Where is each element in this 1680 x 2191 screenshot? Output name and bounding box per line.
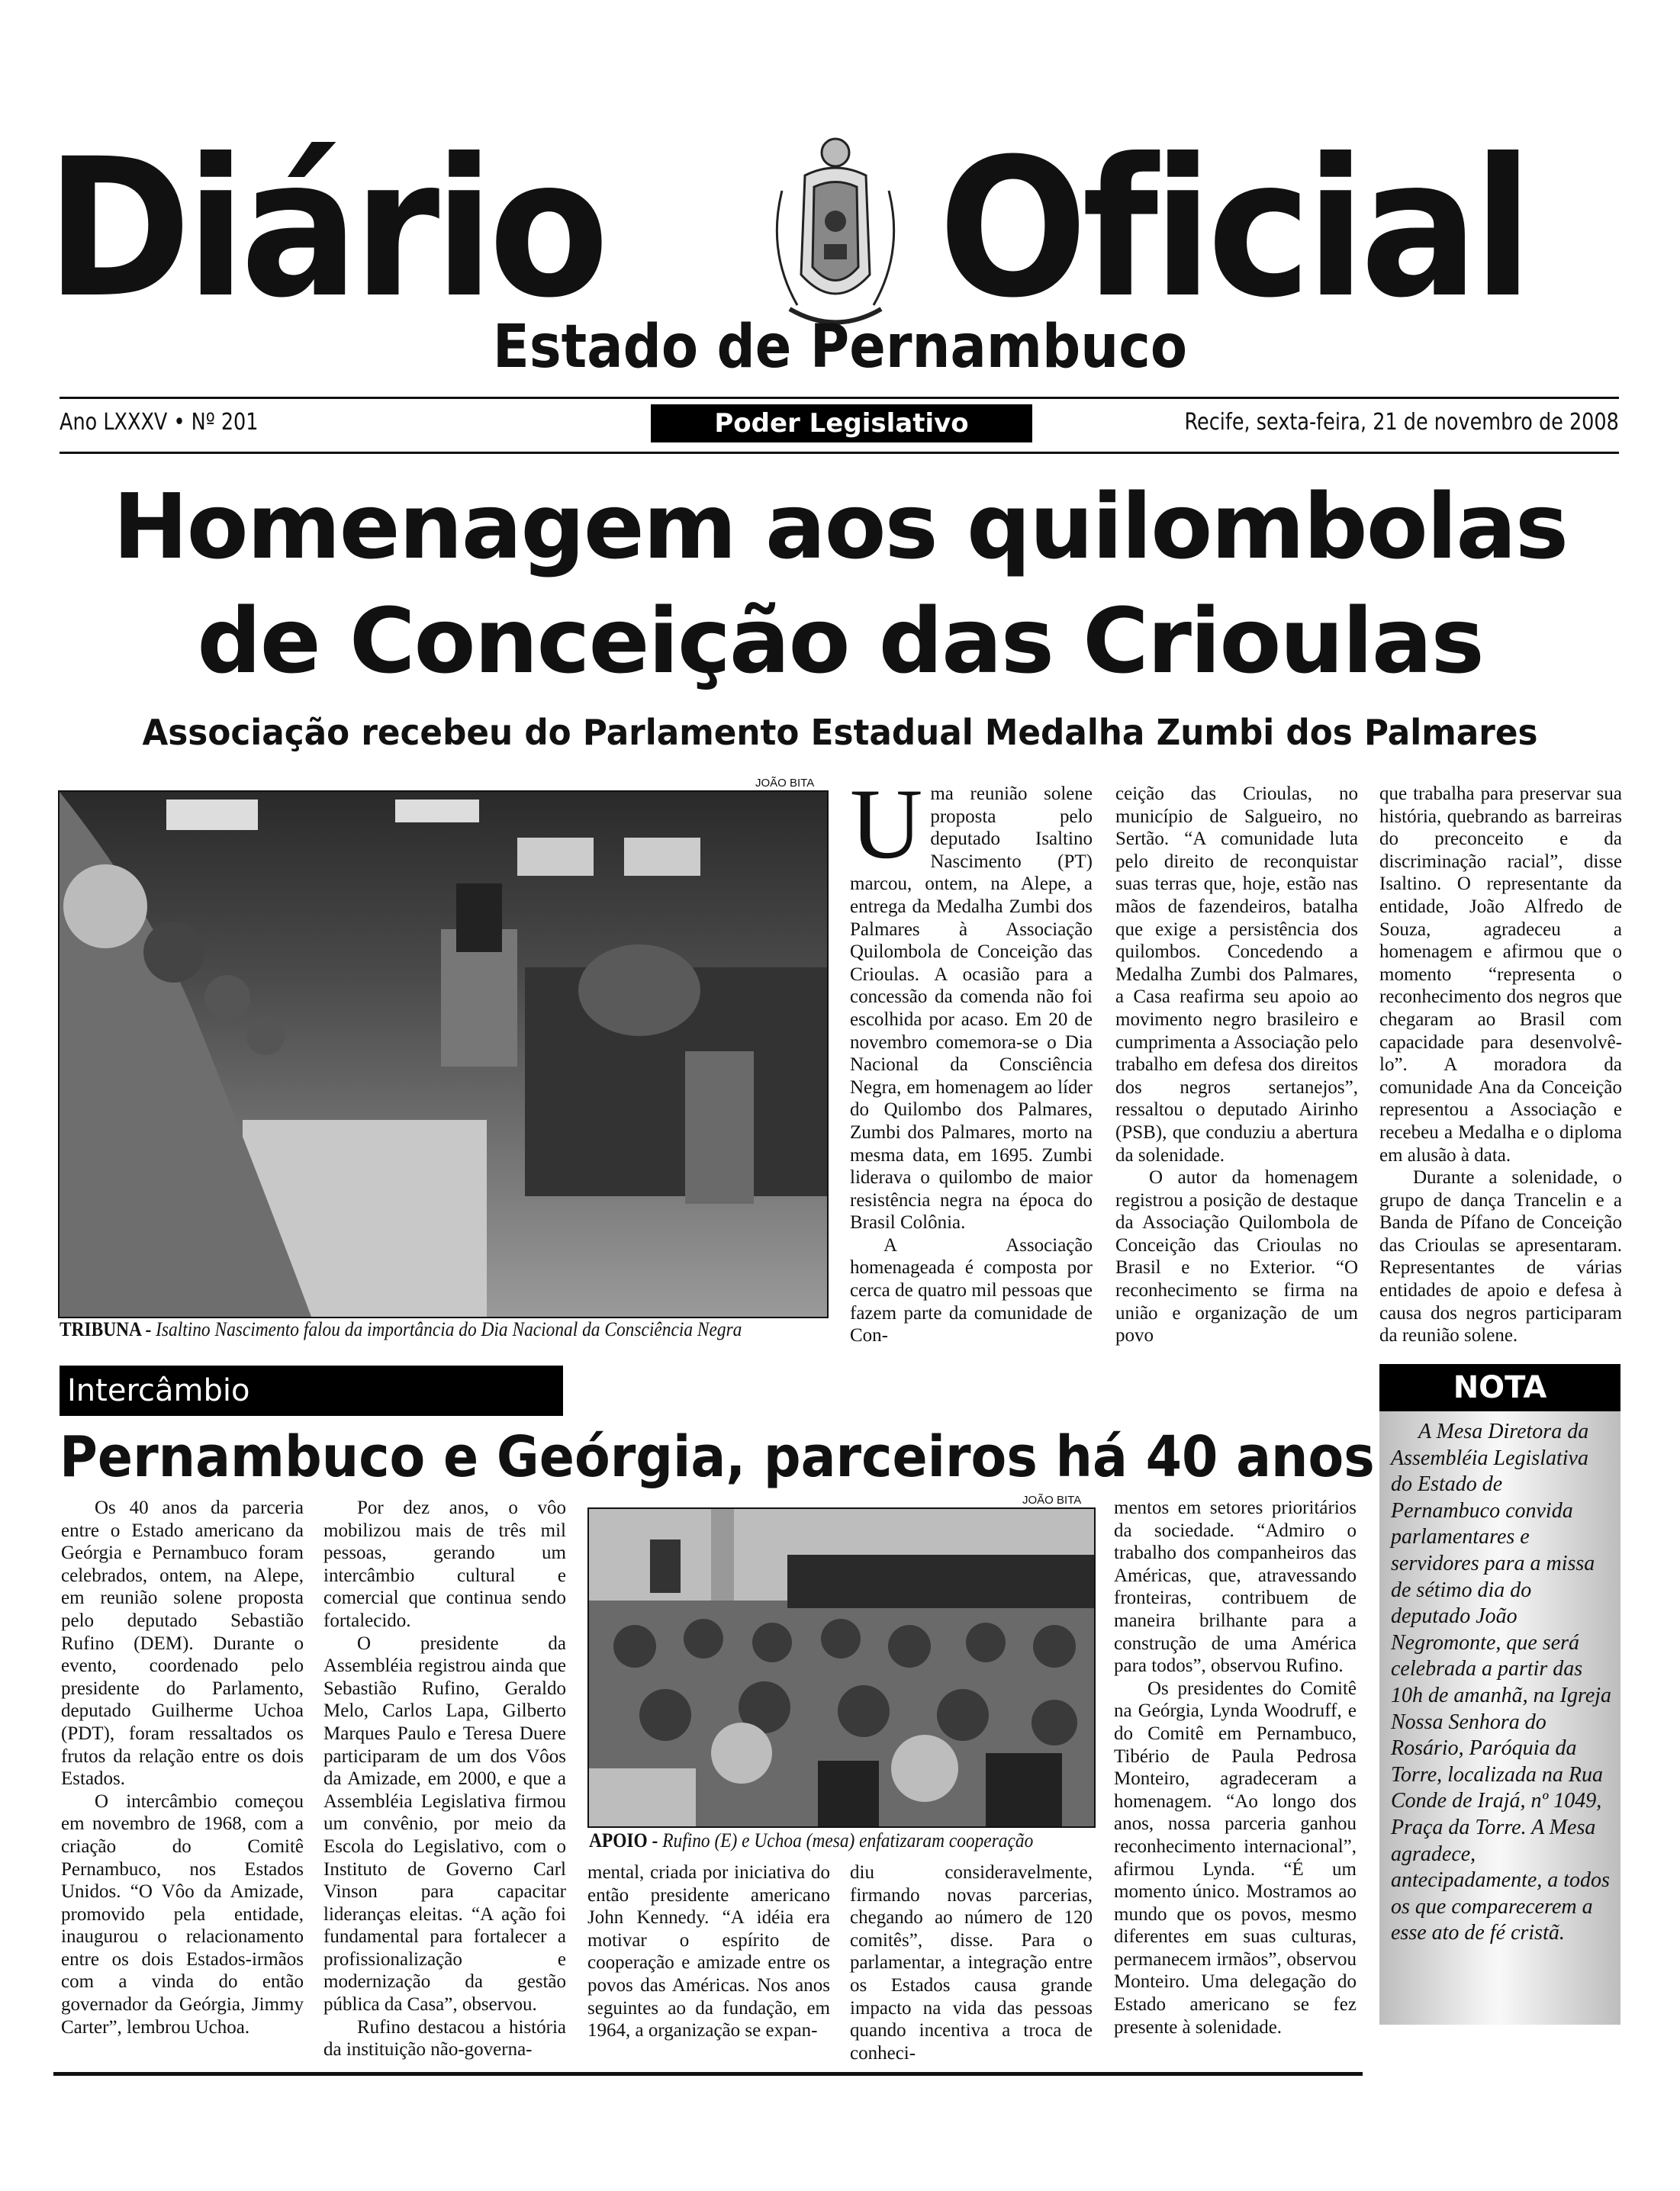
caption-label: APOIO -: [589, 1829, 663, 1852]
paragraph: ceição das Crioulas, no município de Salgueiro, no Sertão. “A comunidade luta pelo direito de reconquistar suas terras que, hoje, estão nas mãos de fazendeiros, batalha que exige a persistência dos quilombos. Concedendo a Medalha Zumbi dos Palmares, a Casa reafirma seu apoio ao movimento negro brasileiro e cumprimenta a Associação pelo trabalho em defesa dos direitos dos negros sertanejos”, ressaltou o deputado Airinho (PSB), que conduziu a abertura da solenidade.: [1115, 783, 1358, 1166]
section-tag: Intercâmbio: [60, 1366, 563, 1416]
paragraph: diu consideravelmente, firmando novas parcerias, chegando ao número de 120 comitês”, disse. Para o parlamentar, a integração entre os Estados causa grande impacto na vida das pessoas quando incentiva a troca de conheci-: [850, 1862, 1093, 2064]
masthead-infobar: [60, 404, 1619, 444]
masthead-rule-top: [60, 397, 1619, 399]
paragraph: mental, criada por iniciativa do então presidente americano John Kennedy. “A idéia era motivar o espírito de cooperação e amizade entre os povos das Américas. Nos anos seguintes ao da fundação, em 1964, a organização se expan-: [587, 1862, 830, 2041]
lead-column-2: [1115, 783, 1358, 1347]
paragraph: Os 40 anos da parceria entre o Estado americano da Geórgia e Pernambuco foram celebrados, ontem, na Alepe, em reunião solene proposta pelo deputado Sebastião Rufino (DEM). Durante o evento, coordenado pelo presidente do Parlamento, deputado Guilherme Uchoa (PDT), foram ressaltados os frutos da relação entre os dois Estados.: [61, 1498, 304, 1790]
lead-headline: [0, 469, 1680, 698]
nota-body: [1391, 1419, 1612, 1947]
paragraph: A Associação homenageada é composta por cerca de quatro mil pessoas que fazem parte da comunidade de Con-: [850, 1234, 1093, 1346]
lead-column-1: [850, 767, 1093, 1347]
paragraph: O presidente da Assembléia registrou ainda que Sebastião Rufino, Geraldo Melo, Carlos Lapa, Gilberto Marques Paulo e Teresa Duere participaram de um dos Vôos da Amizade, em 2000, e que a Assembléia Legislativa firmou um convênio, por meio da Escola do Legislativo, com o Instituto de Governo Carl Vinson para capacitar lideranças eleitas. “A ação foi fundamental para fortalecer a profissionalização e modernização da gestão pública da Casa”, observou.: [323, 1633, 566, 2016]
bottom-rule: [53, 2072, 1363, 2076]
paragraph: Rufino destacou a história da instituição não-governa-: [323, 2016, 566, 2061]
nota-text: A Mesa Diretora da Assembléia Legislativa do Estado de Pernambuco convida parlamentares e servidores para a missa de sétimo dia do deputado João Negromonte, que será celebrada a partir das 10h de amanhã, na Igreja Nossa Senhora do Rosário, Paróquia da Torre, localizada na Rua Conde de Irajá, nº 1049, Praça da Torre. A Mesa agradece, antecipadamente, a todos os que comparecerem a esse ato de fé cristã.: [1391, 1420, 1612, 1945]
second-column-3: [587, 1861, 830, 2042]
masthead-title-left: Diário: [46, 117, 604, 339]
assembly-tribune-photo-icon: [60, 792, 827, 1317]
second-photo-credit: JOÃO BITA: [1022, 1494, 1082, 1507]
caption-label: TRIBUNA -: [60, 1318, 156, 1340]
nota-header: NOTA: [1379, 1364, 1620, 1411]
paragraph: O autor da homenagem registrou a posição de destaque da Associação Quilombola de Conceição das Crioulas no Brasil e no Exterior. “O reconhecimento se firma na união e organização de um povo: [1115, 1167, 1358, 1346]
lead-photo: [58, 790, 829, 1318]
second-headline: Pernambuco e Geórgia, parceiros há 40 anos: [60, 1424, 1375, 1490]
nota-box: [1379, 1364, 1620, 2025]
caption-text: Isaltino Nascimento falou da importância do Dia Nacional da Consciência Negra: [156, 1318, 742, 1340]
paragraph: O intercâmbio começou em novembro de 1968, com a criação do Comitê Pernambuco, nos Estados Unidos. “O Vôo da Amizade, promovido pela entidade, inaugurou o relacionamento entre os dois Estados-irmãos com a vinda do então governador da Geórgia, Jimmy Carter”, lembrou Uchoa.: [61, 1790, 304, 2038]
lead-photo-caption: [60, 1318, 742, 1341]
lead-subheadline: Associação recebeu do Parlamento Estadual Medalha Zumbi dos Palmares: [142, 712, 1538, 753]
lead-photo-credit: JOÃO BITA: [755, 777, 815, 790]
paragraph: Durante a solenidade, o grupo de dança Trancelin e a Banda de Pífano de Conceição das Crioulas se apresentaram. Representantes de várias entidades de apoio e defesa à causa dos negros participaram da reunião solene.: [1379, 1167, 1622, 1346]
lead-headline-line2: de Conceição das Crioulas: [197, 588, 1483, 693]
second-photo-caption: [589, 1829, 1033, 1852]
drop-cap: U: [850, 767, 923, 880]
paragraph: que trabalha para preservar sua história, quebrando as barreiras do preconceito e da discriminação racial”, disse Isaltino. O representante da entidade, João Alfredo de Souza, agradeceu a homenagem e afirmou que o momento “representa o reconhecimento dos negros que chegaram ao Brasil com capacidade para desenvolvê-lo”. A moradora da comunidade Ana da Conceição representou a Associação e recebeu a Medalha e o diploma em alusão à data.: [1379, 783, 1622, 1166]
second-column-2: [323, 1497, 566, 2061]
second-column-4: [850, 1861, 1093, 2064]
lead-column-3: [1379, 783, 1622, 1347]
masthead-subtitle: Estado de Pernambuco: [492, 313, 1188, 381]
paragraph: ma reunião solene proposta pelo deputado Isaltino Nascimento (PT) marcou, ontem, na Alepe, a entrega da Medalha Zumbi dos Palmares à Associação Quilombola de Conceição das Crioulas. A ocasião para a concessão da comenda não foi escolhida por acaso. Em 20 de novembro comemora-se o Dia Nacional da Consciência Negra, em homenagem ao líder do Quilombo dos Palmares, Zumbi dos Palmares, morto na mesma data, em 1695. Zumbi liderava o quilombo de maior resistência negra na época do Brasil Colônia.: [850, 783, 1093, 1234]
lead-headline-line1: Homenagem aos quilombolas: [112, 474, 1568, 579]
second-photo: [587, 1507, 1096, 1828]
second-column-1: [61, 1497, 304, 2038]
second-column-5: [1114, 1497, 1357, 2038]
dateline: Recife, sexta-feira, 21 de novembro de 2008: [1184, 409, 1619, 436]
caption-text: Rufino (E) e Uchoa (mesa) enfatizaram cooperação: [662, 1829, 1034, 1852]
masthead-title-right: Oficial: [938, 117, 1528, 339]
paragraph: mentos em setores prioritários da sociedade. “Admiro o trabalho dos companheiros das Américas, que, atravessando fronteiras, contribuem de maneira brilhante para a construção de uma América para todos”, observou Rufino.: [1114, 1498, 1357, 1677]
paragraph: Por dez anos, o vôo mobilizou mais de três mil pessoas, gerando um intercâmbio cultural e comercial que continua sendo fortalecido.: [323, 1498, 566, 1631]
edition-number: Ano LXXXV • Nº 201: [60, 409, 259, 436]
masthead-rule-bottom: [60, 452, 1619, 454]
section-label: Poder Legislativo: [651, 404, 1032, 442]
audience-photo-icon: [589, 1509, 1094, 1826]
paragraph: Os presidentes do Comitê na Geórgia, Lynda Woodruff, e do Comitê em Pernambuco, Tibério de Paula Pedrosa Monteiro, agradeceram a homenagem. “Ao longo dos anos, nossa parceria ganhou reconhecimento internacional”, afirmou Lynda. “É um momento único. Mostramos ao mundo que os povos, mesmo diferentes em suas culturas, permanecem irmãos”, observou Monteiro. Uma delegação do Estado americano se fez presente à solenidade.: [1114, 1678, 1357, 2038]
